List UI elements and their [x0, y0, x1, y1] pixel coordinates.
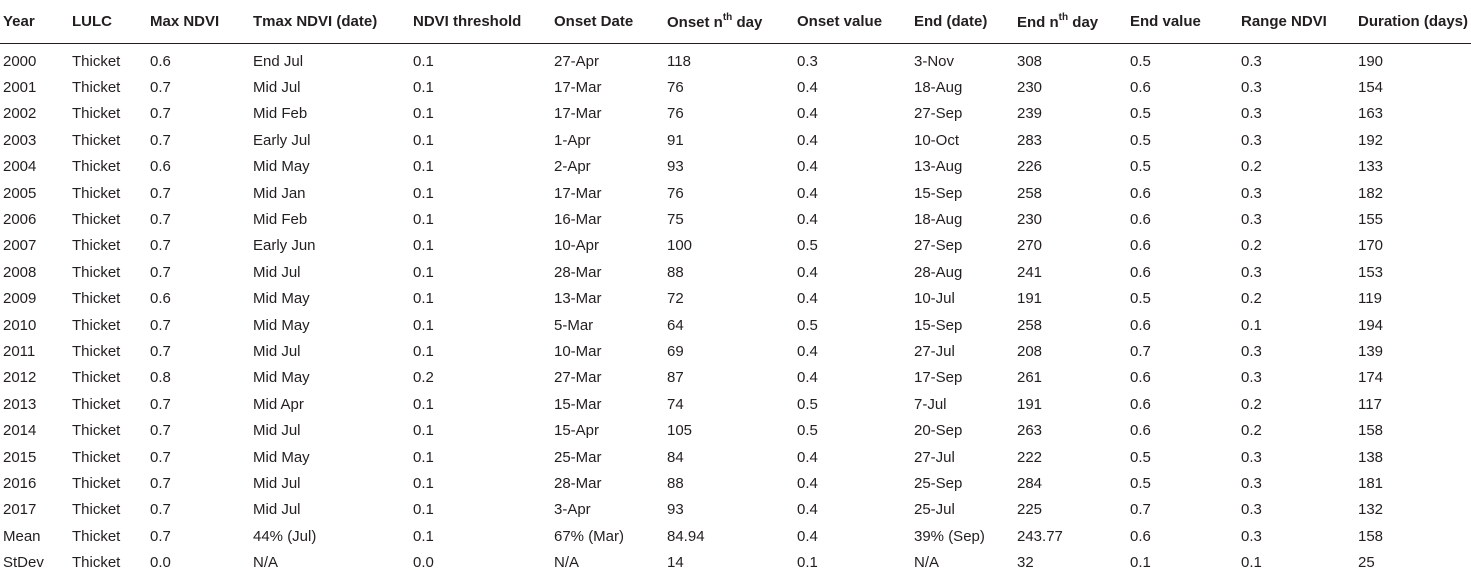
cell-end-nth-day: 270 — [1017, 237, 1043, 255]
cell-max-ndvi: 0.6 — [150, 290, 171, 308]
cell-duration-days: 117 — [1358, 395, 1382, 413]
cell-tmax-ndvi-date: Mid Apr — [253, 395, 304, 413]
cell-onset-date: N/A — [554, 554, 580, 572]
cell-end-nth-day: 258 — [1017, 316, 1043, 334]
cell-year: StDev — [3, 554, 44, 572]
cell-duration-days: 132 — [1358, 501, 1384, 519]
cell-range-ndvi: 0.3 — [1241, 448, 1262, 466]
cell-onset-value: 0.4 — [797, 369, 818, 387]
cell-tmax-ndvi-date: Mid Jan — [253, 184, 306, 202]
cell-tmax-ndvi-date: Mid Feb — [253, 211, 308, 229]
cell-ndvi-threshold: 0.1 — [413, 422, 434, 440]
cell-ndvi-threshold: 0.1 — [413, 474, 434, 492]
cell-onset-date: 17-Mar — [554, 184, 602, 202]
cell-tmax-ndvi-date: Mid Jul — [253, 342, 301, 360]
cell-duration-days: 170 — [1358, 237, 1384, 255]
cell-onset-nth-day: 84 — [667, 448, 684, 466]
cell-range-ndvi: 0.2 — [1241, 395, 1262, 413]
cell-duration-days: 192 — [1358, 131, 1384, 149]
cell-year: 2013 — [3, 395, 37, 413]
cell-onset-value: 0.4 — [797, 263, 818, 281]
cell-end-date: 27-Jul — [914, 448, 955, 466]
cell-range-ndvi: 0.3 — [1241, 474, 1262, 492]
cell-onset-date: 27-Apr — [554, 52, 600, 70]
cell-max-ndvi: 0.8 — [150, 369, 171, 387]
cell-end-value: 0.5 — [1130, 474, 1151, 492]
cell-end-date: 27-Jul — [914, 342, 955, 360]
cell-end-nth-day: 243.77 — [1017, 527, 1063, 545]
cell-duration-days: 174 — [1358, 369, 1384, 387]
cell-year: 2009 — [3, 290, 37, 308]
cell-onset-value: 0.5 — [797, 316, 818, 334]
cell-end-value: 0.5 — [1130, 158, 1151, 176]
cell-max-ndvi: 0.7 — [150, 184, 171, 202]
cell-lulc: Thicket — [72, 501, 121, 519]
cell-duration-days: 194 — [1358, 316, 1384, 334]
cell-end-value: 0.5 — [1130, 131, 1151, 149]
cell-onset-nth-day: 100 — [667, 237, 693, 255]
cell-end-value: 0.6 — [1130, 369, 1151, 387]
cell-lulc: Thicket — [72, 554, 121, 572]
cell-year: 2002 — [3, 105, 37, 123]
cell-end-value: 0.6 — [1130, 79, 1151, 97]
table-row — [0, 44, 1471, 75]
cell-max-ndvi: 0.7 — [150, 395, 171, 413]
cell-range-ndvi: 0.2 — [1241, 158, 1262, 176]
cell-year: 2014 — [3, 422, 37, 440]
cell-lulc: Thicket — [72, 211, 121, 229]
cell-end-nth-day: 283 — [1017, 131, 1043, 149]
cell-max-ndvi: 0.7 — [150, 448, 171, 466]
cell-duration-days: 133 — [1358, 158, 1384, 176]
cell-range-ndvi: 0.3 — [1241, 211, 1262, 229]
cell-ndvi-threshold: 0.1 — [413, 263, 434, 281]
cell-end-date: 17-Sep — [914, 369, 963, 387]
cell-onset-value: 0.1 — [797, 554, 818, 572]
column-header-end-value: End value — [1127, 0, 1238, 44]
cell-range-ndvi: 0.2 — [1241, 290, 1262, 308]
cell-max-ndvi: 0.7 — [150, 237, 171, 255]
cell-onset-value: 0.4 — [797, 342, 818, 360]
cell-end-date: 18-Aug — [914, 211, 963, 229]
cell-onset-date: 17-Mar — [554, 79, 602, 97]
cell-year: 2000 — [3, 52, 37, 70]
cell-onset-date: 17-Mar — [554, 105, 602, 123]
cell-end-value: 0.6 — [1130, 395, 1151, 413]
cell-onset-nth-day: 76 — [667, 105, 684, 123]
cell-onset-value: 0.4 — [797, 448, 818, 466]
cell-max-ndvi: 0.7 — [150, 501, 171, 519]
cell-end-nth-day: 226 — [1017, 158, 1043, 176]
cell-lulc: Thicket — [72, 290, 121, 308]
cell-range-ndvi: 0.2 — [1241, 237, 1262, 255]
cell-tmax-ndvi-date: Mid Jul — [253, 422, 301, 440]
cell-tmax-ndvi-date: N/A — [253, 554, 279, 572]
table-row — [0, 180, 1471, 206]
cell-onset-value: 0.5 — [797, 395, 818, 413]
column-header-lulc: LULC — [69, 0, 147, 44]
cell-end-nth-day: 261 — [1017, 369, 1043, 387]
cell-end-date: 10-Jul — [914, 290, 955, 308]
column-header-onset-value: Onset value — [794, 0, 911, 44]
cell-lulc: Thicket — [72, 263, 121, 281]
cell-onset-value: 0.3 — [797, 52, 818, 70]
cell-range-ndvi: 0.3 — [1241, 52, 1262, 70]
cell-onset-date: 67% (Mar) — [554, 527, 625, 545]
cell-end-value: 0.7 — [1130, 501, 1151, 519]
cell-end-nth-day: 230 — [1017, 79, 1043, 97]
table-row — [0, 312, 1471, 338]
cell-year: 2005 — [3, 184, 37, 202]
cell-year: 2012 — [3, 369, 37, 387]
cell-ndvi-threshold: 0.1 — [413, 448, 434, 466]
cell-end-nth-day: 32 — [1017, 554, 1034, 572]
cell-onset-value: 0.4 — [797, 79, 818, 97]
cell-duration-days: 163 — [1358, 105, 1384, 123]
cell-max-ndvi: 0.6 — [150, 158, 171, 176]
cell-lulc: Thicket — [72, 527, 121, 545]
cell-onset-nth-day: 118 — [667, 52, 691, 70]
table-row — [0, 444, 1471, 470]
cell-end-nth-day: 258 — [1017, 184, 1043, 202]
cell-end-date: 20-Sep — [914, 422, 963, 440]
cell-tmax-ndvi-date: Early Jul — [253, 131, 311, 149]
cell-end-nth-day: 191 — [1017, 290, 1043, 308]
cell-range-ndvi: 0.3 — [1241, 105, 1262, 123]
cell-lulc: Thicket — [72, 395, 121, 413]
cell-end-date: 39% (Sep) — [914, 527, 985, 545]
cell-end-date: 25-Sep — [914, 474, 963, 492]
table-row — [0, 74, 1471, 100]
cell-onset-value: 0.4 — [797, 158, 818, 176]
cell-onset-nth-day: 69 — [667, 342, 684, 360]
cell-end-value: 0.5 — [1130, 105, 1151, 123]
cell-tmax-ndvi-date: Mid May — [253, 316, 310, 334]
cell-year: 2004 — [3, 158, 37, 176]
column-header-end-date: End (date) — [911, 0, 1014, 44]
column-header-tmax-ndvi-date: Tmax NDVI (date) — [250, 0, 410, 44]
cell-lulc: Thicket — [72, 316, 121, 334]
cell-end-value: 0.5 — [1130, 448, 1151, 466]
cell-duration-days: 139 — [1358, 342, 1384, 360]
cell-max-ndvi: 0.7 — [150, 131, 171, 149]
column-header-duration-days: Duration (days) — [1355, 0, 1471, 44]
cell-end-date: 3-Nov — [914, 52, 955, 70]
cell-onset-value: 0.4 — [797, 501, 818, 519]
cell-onset-nth-day: 88 — [667, 474, 684, 492]
cell-end-date: 28-Aug — [914, 263, 963, 281]
cell-end-value: 0.5 — [1130, 52, 1151, 70]
column-header-max-ndvi: Max NDVI — [147, 0, 250, 44]
cell-end-value: 0.5 — [1130, 290, 1151, 308]
cell-ndvi-threshold: 0.1 — [413, 501, 434, 519]
cell-onset-date: 10-Apr — [554, 237, 600, 255]
cell-end-value: 0.6 — [1130, 184, 1151, 202]
cell-ndvi-threshold: 0.1 — [413, 290, 434, 308]
cell-tmax-ndvi-date: Mid Jul — [253, 263, 301, 281]
cell-ndvi-threshold: 0.1 — [413, 52, 434, 70]
column-header-end-nth-day: End $n^{th}$ day — [1014, 0, 1127, 44]
cell-lulc: Thicket — [72, 342, 121, 360]
cell-tmax-ndvi-date: Mid Jul — [253, 79, 301, 97]
cell-end-nth-day: 263 — [1017, 422, 1043, 440]
column-header-onset-date: Onset Date — [551, 0, 664, 44]
cell-range-ndvi: 0.3 — [1241, 79, 1262, 97]
cell-ndvi-threshold: 0.1 — [413, 316, 434, 334]
table-row — [0, 127, 1471, 153]
cell-onset-date: 15-Apr — [554, 422, 600, 440]
cell-lulc: Thicket — [72, 237, 121, 255]
cell-onset-date: 5-Mar — [554, 316, 594, 334]
cell-onset-nth-day: 93 — [667, 158, 684, 176]
cell-max-ndvi: 0.6 — [150, 52, 171, 70]
cell-tmax-ndvi-date: Mid May — [253, 158, 310, 176]
cell-max-ndvi: 0.7 — [150, 422, 171, 440]
cell-tmax-ndvi-date: Mid Feb — [253, 105, 308, 123]
cell-onset-nth-day: 76 — [667, 79, 684, 97]
cell-onset-value: 0.4 — [797, 211, 818, 229]
table-row — [0, 365, 1471, 391]
cell-onset-nth-day: 74 — [667, 395, 684, 413]
cell-duration-days: 153 — [1358, 263, 1384, 281]
cell-onset-nth-day: 76 — [667, 184, 684, 202]
cell-onset-date: 15-Mar — [554, 395, 602, 413]
table-row — [0, 549, 1471, 575]
cell-ndvi-threshold: 0.1 — [413, 211, 434, 229]
cell-tmax-ndvi-date: End Jul — [253, 52, 304, 70]
cell-duration-days: 190 — [1358, 52, 1384, 70]
column-header-ndvi-threshold: NDVI threshold — [410, 0, 551, 44]
cell-onset-date: 3-Apr — [554, 501, 591, 519]
cell-onset-nth-day: 93 — [667, 501, 684, 519]
cell-onset-nth-day: 14 — [667, 554, 684, 572]
cell-ndvi-threshold: 0.1 — [413, 105, 434, 123]
cell-onset-value: 0.4 — [797, 105, 818, 123]
cell-onset-nth-day: 105 — [667, 422, 693, 440]
cell-onset-date: 10-Mar — [554, 342, 602, 360]
cell-lulc: Thicket — [72, 52, 121, 70]
cell-year: 2001 — [3, 79, 37, 97]
cell-tmax-ndvi-date: Mid Jul — [253, 501, 301, 519]
cell-range-ndvi: 0.3 — [1241, 501, 1262, 519]
cell-year: 2008 — [3, 263, 37, 281]
table-row — [0, 154, 1471, 180]
header-row — [0, 0, 1471, 44]
cell-lulc: Thicket — [72, 105, 121, 123]
cell-duration-days: 25 — [1358, 554, 1375, 572]
cell-year: Mean — [3, 527, 41, 545]
cell-onset-nth-day: 91 — [667, 131, 684, 149]
cell-range-ndvi: 0.1 — [1241, 316, 1262, 334]
cell-onset-date: 16-Mar — [554, 211, 602, 229]
column-header-range-ndvi: Range NDVI — [1238, 0, 1355, 44]
cell-range-ndvi: 0.2 — [1241, 422, 1262, 440]
cell-range-ndvi: 0.3 — [1241, 263, 1262, 281]
cell-year: 2006 — [3, 211, 37, 229]
cell-duration-days: 155 — [1358, 211, 1384, 229]
table-row — [0, 523, 1471, 549]
cell-duration-days: 138 — [1358, 448, 1384, 466]
table-row — [0, 497, 1471, 523]
cell-ndvi-threshold: 0.1 — [413, 342, 434, 360]
cell-end-nth-day: 241 — [1017, 263, 1043, 281]
cell-end-value: 0.6 — [1130, 316, 1151, 334]
cell-duration-days: 158 — [1358, 527, 1384, 545]
cell-end-nth-day: 230 — [1017, 211, 1043, 229]
cell-tmax-ndvi-date: Mid May — [253, 290, 310, 308]
table-row — [0, 417, 1471, 443]
cell-max-ndvi: 0.7 — [150, 527, 171, 545]
cell-year: 2010 — [3, 316, 37, 334]
cell-onset-value: 0.5 — [797, 422, 818, 440]
cell-onset-value: 0.4 — [797, 131, 818, 149]
cell-end-date: 18-Aug — [914, 79, 963, 97]
cell-tmax-ndvi-date: Mid May — [253, 448, 310, 466]
cell-onset-nth-day: 87 — [667, 369, 684, 387]
cell-max-ndvi: 0.0 — [150, 554, 171, 572]
cell-end-nth-day: 225 — [1017, 501, 1043, 519]
cell-onset-date: 28-Mar — [554, 263, 602, 281]
cell-range-ndvi: 0.1 — [1241, 554, 1262, 572]
cell-end-date: 13-Aug — [914, 158, 963, 176]
cell-ndvi-threshold: 0.2 — [413, 369, 434, 387]
cell-max-ndvi: 0.7 — [150, 79, 171, 97]
cell-end-value: 0.6 — [1130, 263, 1151, 281]
cell-onset-value: 0.4 — [797, 474, 818, 492]
cell-max-ndvi: 0.7 — [150, 105, 171, 123]
cell-end-date: 15-Sep — [914, 184, 963, 202]
cell-end-value: 0.6 — [1130, 237, 1151, 255]
cell-lulc: Thicket — [72, 131, 121, 149]
table-row — [0, 233, 1471, 259]
cell-year: 2011 — [3, 342, 36, 360]
cell-tmax-ndvi-date: 44% (Jul) — [253, 527, 317, 545]
table-row — [0, 391, 1471, 417]
cell-onset-date: 25-Mar — [554, 448, 602, 466]
cell-year: 2003 — [3, 131, 37, 149]
cell-onset-date: 1-Apr — [554, 131, 591, 149]
cell-onset-nth-day: 84.94 — [667, 527, 705, 545]
column-header-onset-nth-day: Onset $n^{th}$ day — [664, 0, 794, 44]
cell-end-value: 0.6 — [1130, 527, 1151, 545]
cell-lulc: Thicket — [72, 184, 121, 202]
cell-duration-days: 182 — [1358, 184, 1384, 202]
cell-duration-days: 158 — [1358, 422, 1384, 440]
cell-year: 2007 — [3, 237, 37, 255]
cell-ndvi-threshold: 0.1 — [413, 158, 434, 176]
cell-end-date: 25-Jul — [914, 501, 955, 519]
column-header-year: Year — [0, 0, 69, 44]
cell-onset-date: 2-Apr — [554, 158, 591, 176]
cell-ndvi-threshold: 0.1 — [413, 527, 434, 545]
cell-end-nth-day: 191 — [1017, 395, 1043, 413]
cell-year: 2017 — [3, 501, 37, 519]
cell-end-date: 27-Sep — [914, 237, 963, 255]
cell-end-nth-day: 284 — [1017, 474, 1043, 492]
cell-onset-value: 0.4 — [797, 184, 818, 202]
cell-lulc: Thicket — [72, 79, 121, 97]
cell-tmax-ndvi-date: Mid Jul — [253, 474, 301, 492]
cell-lulc: Thicket — [72, 158, 121, 176]
cell-onset-date: 28-Mar — [554, 474, 602, 492]
cell-end-value: 0.7 — [1130, 342, 1151, 360]
cell-tmax-ndvi-date: Early Jun — [253, 237, 316, 255]
cell-onset-nth-day: 72 — [667, 290, 684, 308]
cell-duration-days: 181 — [1358, 474, 1384, 492]
cell-onset-nth-day: 64 — [667, 316, 684, 334]
cell-max-ndvi: 0.7 — [150, 263, 171, 281]
cell-tmax-ndvi-date: Mid May — [253, 369, 310, 387]
table-row — [0, 101, 1471, 127]
cell-lulc: Thicket — [72, 474, 121, 492]
cell-ndvi-threshold: 0.1 — [413, 131, 434, 149]
cell-lulc: Thicket — [72, 448, 121, 466]
cell-max-ndvi: 0.7 — [150, 474, 171, 492]
cell-range-ndvi: 0.3 — [1241, 342, 1262, 360]
cell-onset-date: 27-Mar — [554, 369, 602, 387]
cell-end-date: 15-Sep — [914, 316, 963, 334]
cell-onset-date: 13-Mar — [554, 290, 602, 308]
cell-duration-days: 154 — [1358, 79, 1384, 97]
table-row — [0, 206, 1471, 232]
cell-lulc: Thicket — [72, 369, 121, 387]
cell-onset-value: 0.4 — [797, 527, 818, 545]
cell-max-ndvi: 0.7 — [150, 211, 171, 229]
cell-ndvi-threshold: 0.1 — [413, 395, 434, 413]
cell-max-ndvi: 0.7 — [150, 342, 171, 360]
table-row — [0, 338, 1471, 364]
cell-end-value: 0.1 — [1130, 554, 1151, 572]
table-row — [0, 259, 1471, 285]
cell-end-value: 0.6 — [1130, 211, 1151, 229]
cell-range-ndvi: 0.3 — [1241, 527, 1262, 545]
cell-year: 2016 — [3, 474, 37, 492]
cell-end-value: 0.6 — [1130, 422, 1151, 440]
cell-onset-value: 0.4 — [797, 290, 818, 308]
cell-onset-nth-day: 75 — [667, 211, 684, 229]
cell-range-ndvi: 0.3 — [1241, 184, 1262, 202]
cell-max-ndvi: 0.7 — [150, 316, 171, 334]
cell-onset-value: 0.5 — [797, 237, 818, 255]
cell-ndvi-threshold: 0.0 — [413, 554, 434, 572]
table-body — [0, 44, 1471, 576]
cell-end-nth-day: 239 — [1017, 105, 1043, 123]
cell-lulc: Thicket — [72, 422, 121, 440]
cell-end-nth-day: 208 — [1017, 342, 1043, 360]
cell-onset-nth-day: 88 — [667, 263, 684, 281]
cell-duration-days: 119 — [1358, 290, 1382, 308]
cell-end-date: 7-Jul — [914, 395, 947, 413]
cell-ndvi-threshold: 0.1 — [413, 237, 434, 255]
cell-end-nth-day: 222 — [1017, 448, 1043, 466]
cell-year: 2015 — [3, 448, 37, 466]
cell-ndvi-threshold: 0.1 — [413, 79, 434, 97]
cell-end-date: 10-Oct — [914, 131, 960, 149]
cell-end-date: 27-Sep — [914, 105, 963, 123]
table-row — [0, 286, 1471, 312]
cell-range-ndvi: 0.3 — [1241, 369, 1262, 387]
cell-ndvi-threshold: 0.1 — [413, 184, 434, 202]
cell-end-nth-day: 308 — [1017, 52, 1043, 70]
cell-end-date: N/A — [914, 554, 940, 572]
table-row — [0, 470, 1471, 496]
cell-range-ndvi: 0.3 — [1241, 131, 1262, 149]
